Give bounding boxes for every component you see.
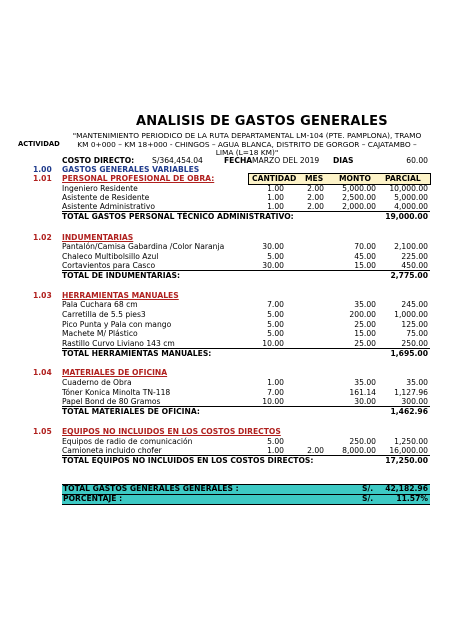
item-cantidad: 1.00 [267, 184, 284, 193]
section-total-label: TOTAL GASTOS PERSONAL TÉCNICO ADMINISTRATIVO: [62, 212, 294, 221]
dias-value: 60.00 [406, 156, 428, 165]
summary-percent-value: 11.57% [396, 494, 428, 503]
item-description: Cortavientos para Casco [62, 261, 156, 270]
section-number: 1.02 [33, 233, 52, 242]
item-description: Equipos de radio de comunicación [62, 437, 193, 446]
item-description: Tóner Konica Minolta TN-118 [62, 388, 171, 397]
item-parcial: 2,100.00 [394, 242, 428, 251]
item-parcial: 1,000.00 [394, 310, 428, 319]
item-cantidad: 1.00 [267, 193, 284, 202]
item-cantidad: 7.00 [267, 300, 284, 309]
item-description: Asistente de Residente [62, 193, 150, 202]
item-monto: 25.00 [354, 320, 376, 329]
fecha-value: MARZO DEL 2019 [252, 156, 320, 165]
column-header-monto: MONTO [339, 174, 372, 183]
section-number: 1.01 [33, 174, 52, 183]
item-monto: 2,500.00 [342, 193, 376, 202]
item-description: Camioneta incluido chofer [62, 446, 162, 455]
summary-total-label: TOTAL GASTOS GENERALES GENERALES : [63, 484, 239, 493]
fecha-label: FECHA [224, 156, 253, 165]
item-monto: 8,000.00 [342, 446, 376, 455]
item-cantidad: 5.00 [267, 329, 284, 338]
item-description: Pala Cuchara 68 cm [62, 300, 138, 309]
costo-directo-value: S/364,454.04 [152, 156, 203, 165]
section-total-label: TOTAL HERRAMIENTAS MANUALES: [62, 349, 212, 358]
section-number: 1.00 [33, 165, 52, 174]
item-cantidad: 7.00 [267, 388, 284, 397]
item-parcial: 1,127.96 [394, 388, 428, 397]
section-number: 1.03 [33, 291, 52, 300]
column-header-mes: MES [305, 174, 324, 183]
item-cantidad: 1.00 [267, 202, 284, 211]
item-description: Pantalón/Camisa Gabardina /Color Naranja [62, 242, 225, 251]
item-parcial: 245.00 [401, 300, 428, 309]
item-cantidad: 5.00 [267, 320, 284, 329]
summary-percent-label: PORCENTAJE : [63, 494, 123, 503]
item-cantidad: 5.00 [267, 310, 284, 319]
section-total-value: 17,250.00 [385, 456, 428, 465]
item-cantidad: 30.00 [262, 261, 284, 270]
item-cantidad: 1.00 [267, 446, 284, 455]
section-title-materiales: MATERIALES DE OFICINA [62, 368, 168, 377]
item-mes: 2.00 [307, 184, 324, 193]
item-monto: 161.14 [349, 388, 376, 397]
item-parcial: 450.00 [401, 261, 428, 270]
section-total-value: 19,000.00 [385, 212, 428, 221]
item-parcial: 35.00 [406, 378, 428, 387]
section-total-label: TOTAL DE INDUMENTARIAS: [62, 271, 180, 280]
item-parcial: 1,250.00 [394, 437, 428, 446]
item-mes: 2.00 [307, 446, 324, 455]
item-monto: 200.00 [349, 310, 376, 319]
item-monto: 25.00 [354, 339, 376, 348]
item-cantidad: 30.00 [262, 242, 284, 251]
summary-total-value: 42,182.96 [385, 484, 428, 493]
section-title-herramientas: HERRAMIENTAS MANUALES [62, 291, 179, 300]
item-monto: 15.00 [354, 261, 376, 270]
item-monto: 45.00 [354, 252, 376, 261]
item-description: Papel Bond de 80 Gramos [62, 397, 161, 406]
column-header-parcial: PARCIAL [385, 174, 421, 183]
item-cantidad: 10.00 [262, 397, 284, 406]
project-name-line2: KM 0+000 – KM 18+000 - CHINGOS – AGUA BLANCA, DISTRITO DE GORGOR – CAJATAMBO – [77, 140, 417, 149]
item-monto: 15.00 [354, 329, 376, 338]
item-mes: 2.00 [307, 193, 324, 202]
item-parcial: 16,000.00 [389, 446, 428, 455]
section-total-value: 1,462.96 [390, 407, 428, 416]
item-cantidad: 10.00 [262, 339, 284, 348]
item-description: Machete M/ Plástico [62, 329, 138, 338]
item-description: Pico Punta y Pala con mango [62, 320, 172, 329]
item-monto: 70.00 [354, 242, 376, 251]
item-description: Carretilla de 5.5 pies3 [62, 310, 146, 319]
dias-label: DIAS [333, 156, 354, 165]
item-description: Chaleco Multibolsillo Azul [62, 252, 159, 261]
section-number: 1.04 [33, 368, 52, 377]
item-parcial: 4,000.00 [394, 202, 428, 211]
item-monto: 250.00 [349, 437, 376, 446]
item-description: Rastillo Curvo Liviano 143 cm [62, 339, 175, 348]
page-title: ANALISIS DE GASTOS GENERALES [136, 114, 388, 129]
item-monto: 5,000.00 [342, 184, 376, 193]
item-parcial: 125.00 [401, 320, 428, 329]
item-cantidad: 5.00 [267, 437, 284, 446]
item-parcial: 300.00 [401, 397, 428, 406]
item-monto: 2,000.00 [342, 202, 376, 211]
item-mes: 2.00 [307, 202, 324, 211]
column-header-cantidad: CANTIDAD [252, 174, 297, 183]
item-parcial: 5,000.00 [394, 193, 428, 202]
project-name-line3: LIMA (L=18 KM)" [215, 148, 279, 157]
section-title-personal: PERSONAL PROFESIONAL DE OBRA: [62, 174, 215, 183]
summary-currency: S/. [362, 494, 374, 503]
item-cantidad: 1.00 [267, 378, 284, 387]
item-parcial: 250.00 [401, 339, 428, 348]
actividad-label: ACTIVIDAD [18, 140, 60, 148]
section-total-value: 2,775.00 [390, 271, 428, 280]
project-name-line1: "MANTENIMIENTO PERIODICO DE LA RUTA DEPARTAMENTAL LM-104 (PTE. PAMPLONA), TRAMO [72, 131, 422, 140]
item-monto: 35.00 [354, 300, 376, 309]
section-total-value: 1,695.00 [390, 349, 428, 358]
item-description: Asistente Administrativo [62, 202, 155, 211]
section-title-gastos-variables: GASTOS GENERALES VARIABLES [62, 165, 200, 174]
item-monto: 35.00 [354, 378, 376, 387]
section-total-label: TOTAL MATERIALES DE OFICINA: [62, 407, 200, 416]
section-title-indumentarias: INDUMENTARIAS [62, 233, 134, 242]
item-description: Cuaderno de Obra [62, 378, 132, 387]
costo-directo-label: COSTO DIRECTO: [62, 156, 135, 165]
section-title-equipos: EQUIPOS NO INCLUIDOS EN LOS COSTOS DIRECTOS [62, 427, 281, 436]
item-parcial: 225.00 [401, 252, 428, 261]
summary-currency: S/. [362, 484, 374, 493]
section-total-label: TOTAL EQUIPOS NO INCLUIDOS EN LOS COSTOS DIRECTOS: [62, 456, 314, 465]
item-monto: 30.00 [354, 397, 376, 406]
item-description: Ingeniero Residente [62, 184, 138, 193]
item-parcial: 10,000.00 [389, 184, 428, 193]
item-parcial: 75.00 [406, 329, 428, 338]
section-number: 1.05 [33, 427, 52, 436]
item-cantidad: 5.00 [267, 252, 284, 261]
